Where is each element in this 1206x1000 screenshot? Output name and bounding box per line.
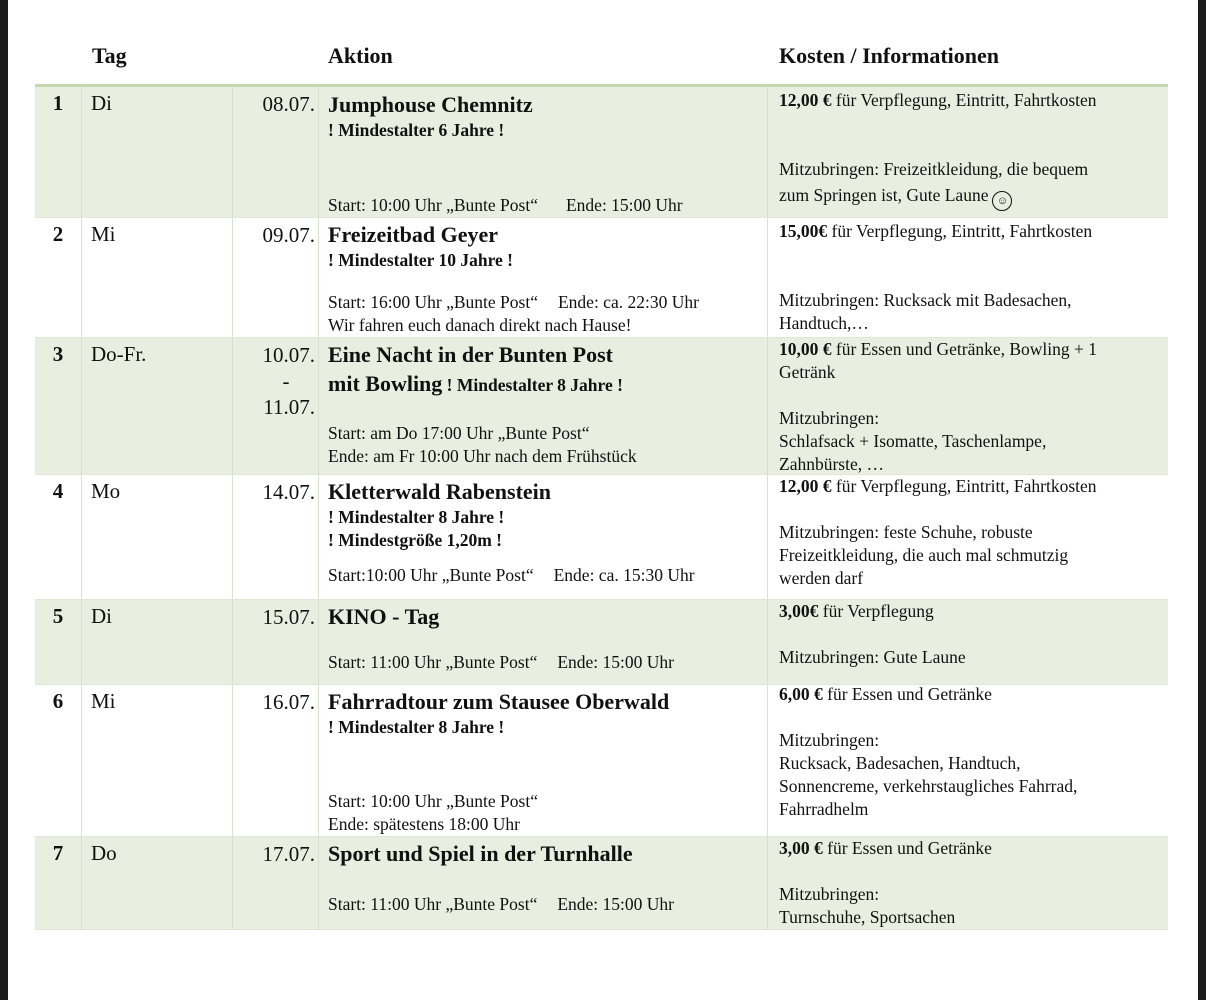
row-activity: [328, 338, 758, 475]
cost-description: für Essen und Getränke: [822, 684, 992, 704]
row-day: Do-Fr.: [91, 342, 147, 366]
cost-amount: 12,00 €: [779, 90, 832, 110]
bring-line: Mitzubringen: feste Schuhe, robuste: [779, 522, 1033, 542]
row-activity: [328, 87, 758, 218]
bring-line: Freizeitkleidung, die auch mal schmutzig: [779, 545, 1069, 565]
end-time: Ende: ca. 22:30 Uhr: [557, 292, 699, 312]
window-edge-right: [1198, 0, 1206, 1000]
row-activity: [328, 600, 758, 685]
row-number: 6: [52, 689, 64, 713]
activity-requirement: ! Mindestalter 6 Jahre !: [328, 120, 505, 140]
start-time: Start: 11:00 Uhr „Bunte Post“: [328, 894, 538, 914]
activity-requirement: ! Mindestalter 8 Jahre !: [328, 507, 505, 527]
activity-title: Fahrradtour zum Stausee Oberwald: [328, 689, 670, 714]
bring-line: Turnschuhe, Sportsachen: [779, 907, 956, 927]
row-date: 16.07.: [262, 690, 315, 714]
row-costs: [779, 87, 1165, 211]
end-time: Ende: ca. 15:30 Uhr: [553, 565, 695, 585]
activity-times: [328, 564, 695, 587]
table-row: [35, 475, 1168, 600]
row-date: 17.07.: [262, 842, 315, 866]
header-aktion: Aktion: [328, 43, 393, 68]
bring-line: Zahnbürste, …: [779, 454, 884, 474]
row-number: 3: [52, 342, 64, 366]
row-date-range: [233, 338, 315, 420]
row-number: 5: [52, 604, 64, 628]
row-costs: [779, 218, 1165, 335]
bring-line: Mitzubringen: Freizeitkleidung, die bequem: [779, 159, 1089, 179]
table-row: [35, 600, 1168, 685]
activity-title: Freizeitbad Geyer: [328, 222, 499, 247]
date-separator: -: [282, 369, 290, 393]
row-costs: [779, 685, 1165, 821]
cost-amount: 3,00€: [779, 601, 819, 621]
activity-times: [328, 651, 674, 674]
row-activity: [328, 685, 758, 837]
row-day: Do: [91, 841, 117, 865]
row-costs: [779, 338, 1165, 476]
start-time: Start: 16:00 Uhr „Bunte Post“: [328, 292, 538, 312]
row-number: 7: [52, 841, 64, 865]
table-row: [35, 685, 1168, 837]
cost-description: für Verpflegung: [818, 601, 934, 621]
bring-line: Fahrradhelm: [779, 799, 869, 819]
row-activity: [328, 837, 758, 930]
table-row: [35, 218, 1168, 338]
table-row: [35, 837, 1168, 930]
header-kosten: Kosten / Informationen: [779, 43, 999, 68]
end-time: Ende: 15:00 Uhr: [557, 894, 674, 914]
cost-description: für Verpflegung, Eintritt, Fahrtkosten: [831, 476, 1097, 496]
cost-amount: 3,00 €: [779, 838, 823, 858]
start-time: Start: 10:00 Uhr „Bunte Post“: [328, 791, 538, 811]
table-header: [35, 40, 1168, 86]
row-date: 15.07.: [262, 605, 315, 629]
activity-requirement: ! Mindestalter 10 Jahre !: [328, 250, 514, 270]
activity-title: KINO - Tag: [328, 604, 440, 629]
header-tag: Tag: [92, 43, 127, 68]
activity-title: Eine Nacht in der Bunten Post: [328, 342, 614, 367]
row-day: Mi: [91, 689, 116, 713]
row-day: Di: [91, 604, 112, 628]
cost-description: für Essen und Getränke: [822, 838, 992, 858]
table-row: [35, 87, 1168, 218]
bring-label: Mitzubringen:: [779, 884, 880, 904]
window-edge-left: [0, 0, 8, 1000]
date-end: 11.07.: [263, 395, 315, 419]
cost-amount: 6,00 €: [779, 684, 823, 704]
row-number: 4: [52, 479, 64, 503]
start-time: Start:10:00 Uhr „Bunte Post“: [328, 565, 534, 585]
row-activity: [328, 475, 758, 600]
cost-description: für Verpflegung, Eintritt, Fahrtkosten: [827, 221, 1093, 241]
row-date: 09.07.: [262, 223, 315, 247]
bring-line: werden darf: [779, 568, 864, 588]
bring-line: Sonnencreme, verkehrstaugliches Fahrrad,: [779, 776, 1078, 796]
row-date: 08.07.: [262, 92, 315, 116]
end-time: Ende: 15:00 Uhr: [557, 652, 674, 672]
table-row: [35, 338, 1168, 475]
activity-requirement: ! Mindestgröße 1,20m !: [328, 530, 503, 550]
activity-title: Sport und Spiel in der Turnhalle: [328, 841, 633, 866]
row-day: Mo: [91, 479, 121, 503]
bring-line: Mitzubringen: Gute Laune: [779, 647, 966, 667]
bring-line: Schlafsack + Isomatte, Taschenlampe,: [779, 431, 1047, 451]
row-activity: [328, 218, 758, 338]
activity-note: Wir fahren euch danach direkt nach Hause!: [328, 315, 632, 335]
cost-amount: 15,00€: [779, 221, 828, 241]
bring-label: Mitzubringen:: [779, 730, 880, 750]
cost-amount: 12,00 €: [779, 476, 832, 496]
activity-title-line: [328, 369, 758, 400]
cost-description: für Verpflegung, Eintritt, Fahrtkosten: [831, 90, 1097, 110]
cost-amount: 10,00 €: [779, 339, 832, 359]
start-time: Start: am Do 17:00 Uhr „Bunte Post“: [328, 423, 590, 443]
bring-line: Rucksack, Badesachen, Handtuch,: [779, 753, 1021, 773]
date-start: 10.07.: [262, 343, 315, 367]
bring-line: Mitzubringen: Rucksack mit Badesachen,: [779, 290, 1072, 310]
row-number: 1: [52, 91, 64, 115]
start-time: Start: 11:00 Uhr „Bunte Post“: [328, 652, 538, 672]
bring-line: Handtuch,…: [779, 313, 869, 333]
activity-times: [328, 291, 699, 314]
bring-line: zum Springen ist, Gute Laune ☺: [779, 184, 1165, 211]
smiley-icon: ☺: [992, 191, 1012, 211]
activity-times: [328, 194, 683, 217]
activity-title: Jumphouse Chemnitz: [328, 92, 533, 117]
end-time: Ende: spätestens 18:00 Uhr: [328, 814, 520, 834]
row-day: Di: [91, 91, 112, 115]
activity-times: [328, 893, 674, 916]
row-day: Mi: [91, 222, 116, 246]
cost-description: für Essen und Getränke, Bowling + 1: [831, 339, 1098, 359]
row-date: 14.07.: [262, 480, 315, 504]
row-costs: [779, 837, 1165, 929]
bring-label: Mitzubringen:: [779, 408, 880, 428]
end-time: Ende: 15:00 Uhr: [565, 195, 683, 215]
end-time: Ende: am Fr 10:00 Uhr nach dem Frühstück: [328, 446, 637, 466]
row-costs: [779, 600, 1165, 669]
activity-requirement: ! Mindestalter 8 Jahre !: [328, 717, 505, 737]
cost-description-cont: Getränk: [779, 362, 836, 382]
activity-requirement: ! Mindestalter 8 Jahre !: [446, 375, 623, 395]
activity-title-part: mit Bowling: [328, 371, 443, 396]
row-number: 2: [52, 222, 64, 246]
start-time: Start: 10:00 Uhr „Bunte Post“: [328, 195, 538, 215]
row-costs: [779, 475, 1165, 590]
activity-title: Kletterwald Rabenstein: [328, 479, 552, 504]
